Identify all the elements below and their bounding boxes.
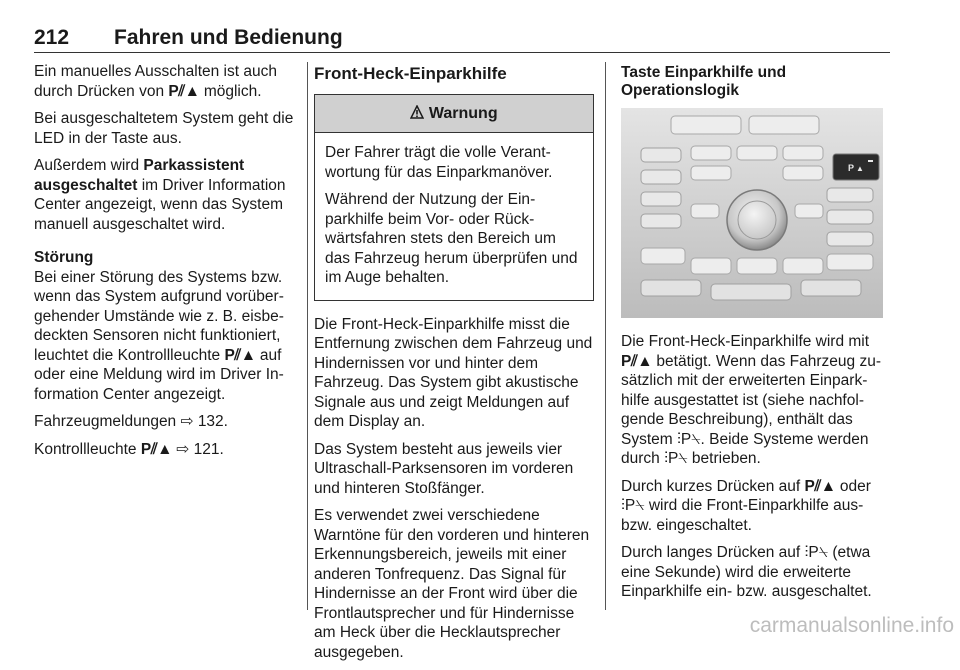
advanced-park-assist-icon: ⫶P⍀ xyxy=(804,544,829,561)
park-assist-icon: P⫽▲ xyxy=(224,346,256,364)
page-header xyxy=(34,26,890,53)
advanced-park-assist-icon: ⫶P⍀ xyxy=(621,497,645,514)
warning-box xyxy=(314,94,594,301)
section-title-button-logic: Taste Einparkhilfe und Operationslogik xyxy=(621,64,787,99)
park-assist-icon: P⫽▲ xyxy=(804,477,836,495)
warning-header: Warnung xyxy=(315,95,593,134)
advanced-park-assist-icon: ⫶P⍀ xyxy=(677,430,701,448)
warning-body xyxy=(315,133,593,300)
cross-reference-control-lamp[interactable]: Kontrollleuchte P⫽▲ ⇨ 121. xyxy=(34,440,224,458)
warning-text-1: Der Fahrer trägt die volle Verantwortung für das Einparkmanöver. xyxy=(325,144,553,181)
page-number: 212 xyxy=(34,26,70,49)
subheading-malfunction: Störung xyxy=(34,249,94,266)
watermark: carmanualsonline.info xyxy=(749,614,954,637)
column-divider-2 xyxy=(605,62,606,610)
park-assist-icon: P⫽▲ xyxy=(140,440,172,458)
column-left xyxy=(34,62,300,467)
paragraph-manual-off: Ein manuelles Ausschalten ist auch durch Drücken von P⫽▲ möglich. xyxy=(34,63,277,100)
advanced-park-assist-icon: ⫶P⍀ xyxy=(664,450,688,467)
paragraph-dic-message: Außerdem wird Parkassistent ausgeschaltet im Driver Information Center angezeigt, wenn das System manuell ausgeschaltet wird. xyxy=(34,157,286,233)
paragraph-short-press: Durch kurzes Drücken auf P⫽▲ oder ⫶P⍀ wird die Front-Einparkhilfe aus- bzw. eingeschaltet. xyxy=(621,477,871,534)
column-right xyxy=(621,62,889,610)
paragraph-long-press: Durch langes Drücken auf ⫶P⍀ (etwa eine Sekunde) wird die erweiterte Einparkhilfe ein- bzw. ausgeschaltet. xyxy=(621,544,872,600)
center-console-photo xyxy=(621,108,883,318)
paragraph-activation: Die Front-Heck-Einparkhilfe wird mit P⫽▲ betätigt. Wenn das Fahrzeug zusätzlich mit der erweiterten Einparkhilfe ausgestattet ist (siehe nachfolgende Beschreibung), enthält das System ⫶P⍀. Beide Systeme werden durch ⫶P⍀ betrieben. xyxy=(621,333,882,467)
paragraph-warning-tones: Es verwendet zwei verschiedene Warntöne für den vorderen und hinteren Erkennungsbereich, jeweils mit einer anderen Tonfrequenz. Das Signal für Hindernisse an der Front wird über die Frontlautsprecher und für Hindernisse am Heck über die Hecklautsprecher ausgegeben. xyxy=(314,507,590,661)
reference-arrow-icon: ⇨ xyxy=(176,440,190,458)
paragraph-led-off: Bei ausgeschaltetem System geht die LED in der Taste aus. xyxy=(34,110,294,147)
column-divider-1 xyxy=(307,62,308,610)
warning-icon xyxy=(410,105,424,119)
park-assist-icon: P⫽▲ xyxy=(621,352,653,370)
warning-text-2: Während der Nutzung der Einparkhilfe beim Vor- oder Rückwärtsfahren stets den Bereich um das Fahrzeug herum überprüfen und im Auge behalten. xyxy=(325,191,578,286)
paragraph-malfunction: Bei einer Störung des Systems bzw. wenn das System aufgrund vorübergehender Umstände wie z. B. eisbedeckten Sensoren nicht funktioniert, leuchtet die Kontrollleuchte P⫽▲ auf oder eine Meldung wird im Driver Information Center angezeigt. xyxy=(34,268,284,403)
section-title-front-rear: Front-Heck-Einparkhilfe xyxy=(314,64,507,83)
chapter-title: Fahren und Bedienung xyxy=(114,26,343,49)
svg-text:P: P xyxy=(848,163,855,173)
cross-reference-messages[interactable]: Fahrzeugmeldungen ⇨ 132. xyxy=(34,413,228,430)
column-middle xyxy=(314,62,594,670)
svg-text:▲: ▲ xyxy=(856,164,864,173)
paragraph-distance-measure: Die Front-Heck-Einparkhilfe misst die Entfernung zwischen dem Fahrzeug und Hindernissen vor und hinter dem Fahrzeug. Das System gibt akustische Signale aus und zeigt Meldungen auf dem Display an. xyxy=(314,315,593,430)
reference-arrow-icon: ⇨ xyxy=(180,413,194,430)
park-assist-icon: P⫽▲ xyxy=(168,82,200,100)
paragraph-sensors: Das System besteht aus jeweils vier Ultraschall-Parksensoren im vorderen und hinteren Stoßfänger. xyxy=(314,440,574,497)
